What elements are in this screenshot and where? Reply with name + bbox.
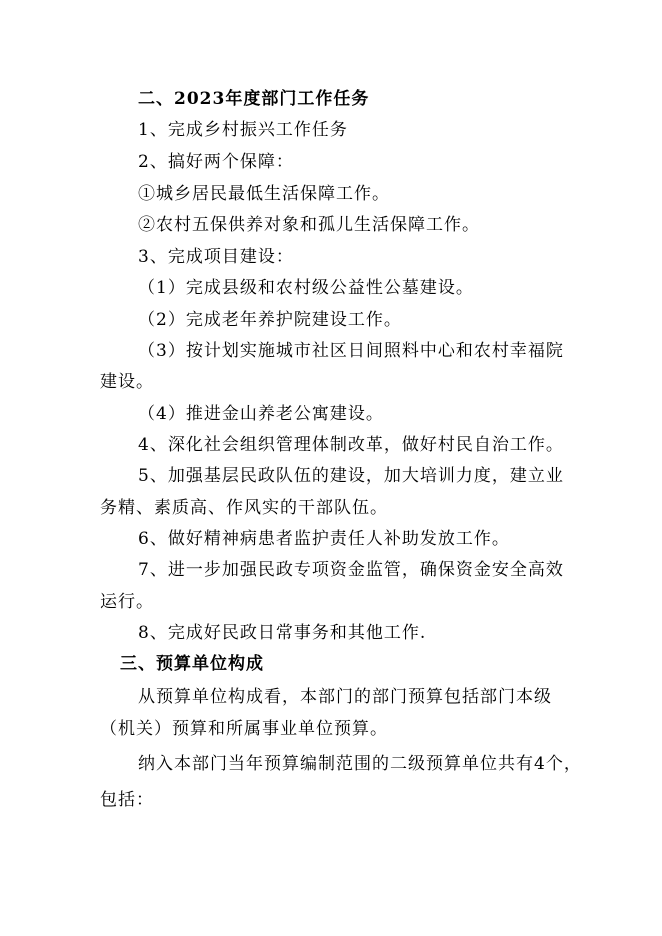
task-item: 5、加强基层民政队伍的建设，加大培训力度，建立业: [138, 466, 564, 486]
task-item: 3、完成项目建设：: [138, 247, 294, 267]
task-item: 8、完成好民政日常事务和其他工作.: [138, 623, 427, 643]
paragraph-line: 包括：: [100, 790, 154, 810]
task-item: 4、深化社会组织管理体制改革，做好村民自治工作。: [138, 435, 564, 455]
sub-item: （1）完成县级和农村级公益性公墓建设。: [138, 278, 474, 298]
section-heading-budget-units: 三、预算单位构成: [120, 654, 264, 674]
sub-item: （3）按计划实施城市社区日间照料中心和农村幸福院: [138, 341, 564, 361]
paragraph-line: 从预算单位构成看，本部门的部门预算包括部门本级: [138, 687, 552, 707]
sub-item: ①城乡居民最低生活保障工作。: [138, 184, 390, 204]
sub-item: ②农村五保供养对象和孤儿生活保障工作。: [138, 215, 480, 235]
task-item: 2、搞好两个保障：: [138, 152, 294, 172]
task-item-continuation: 务精、素质高、作风实的干部队伍。: [100, 498, 388, 518]
sub-item: （2）完成老年养护院建设工作。: [138, 310, 402, 330]
sub-item-continuation: 建设。: [100, 372, 154, 392]
task-item-continuation: 运行。: [100, 592, 154, 612]
task-item: 6、做好精神病患者监护责任人补助发放工作。: [138, 529, 510, 549]
paragraph-line: 纳入本部门当年预算编制范围的二级预算单位共有4个，: [138, 754, 582, 774]
section-heading-work-tasks: 二、2023年度部门工作任务: [138, 89, 370, 109]
task-item: 7、进一步加强民政专项资金监管，确保资金安全高效: [138, 560, 564, 580]
sub-item: （4）推进金山养老公寓建设。: [138, 404, 384, 424]
paragraph-line: （机关）预算和所属事业单位预算。: [100, 719, 388, 739]
task-item: 1、完成乡村振兴工作任务: [138, 120, 348, 140]
